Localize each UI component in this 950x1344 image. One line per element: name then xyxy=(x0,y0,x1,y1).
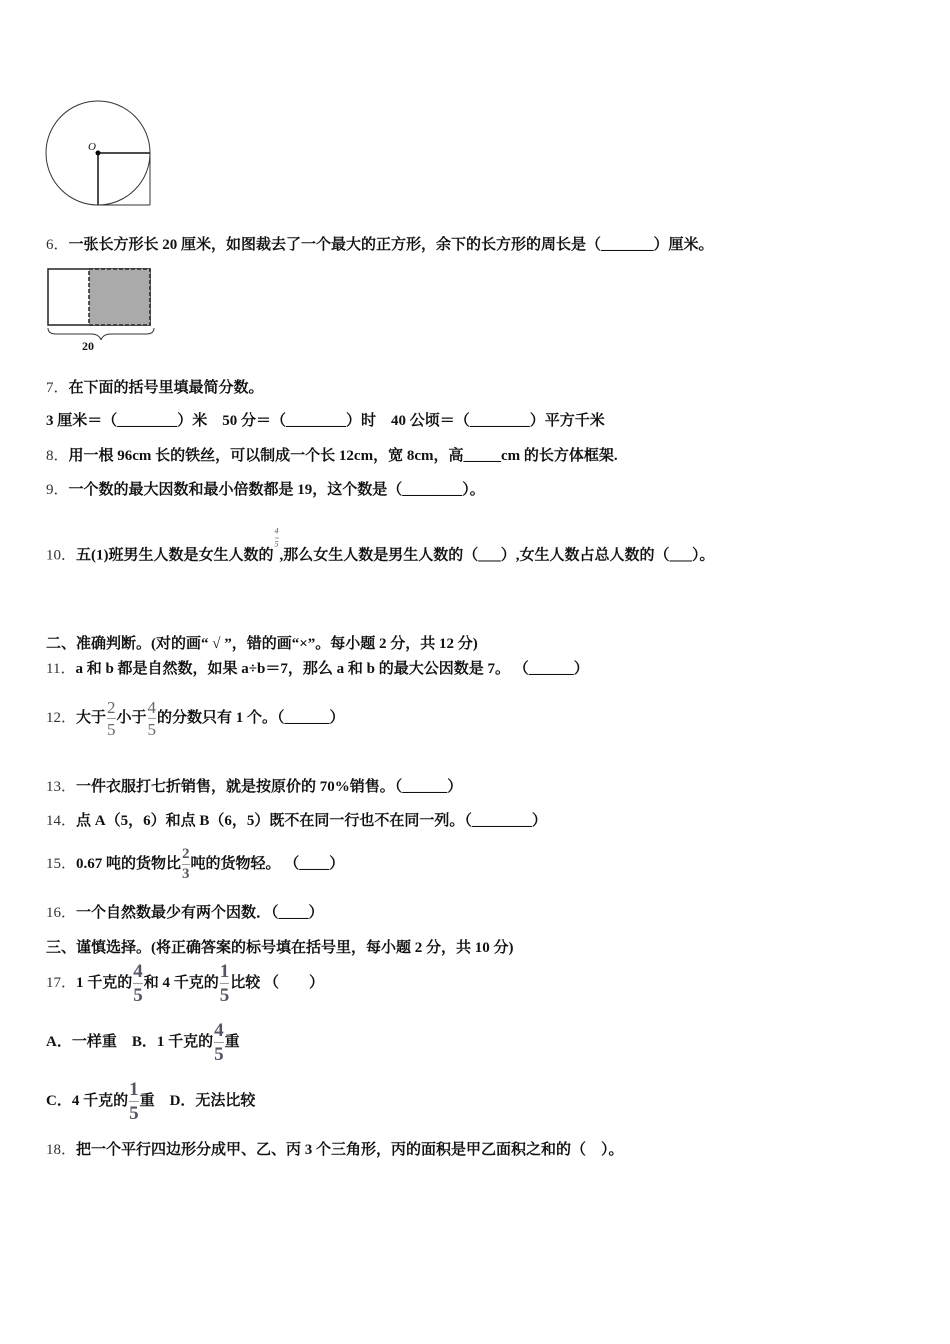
denominator: 5 xyxy=(107,720,116,740)
fraction xyxy=(107,699,116,738)
fraction xyxy=(148,699,157,738)
question-number: 15． xyxy=(46,856,77,872)
denominator: 5 xyxy=(147,720,157,740)
numerator: 1 xyxy=(129,1079,139,1101)
question-number: 14． xyxy=(46,813,77,829)
fraction xyxy=(275,528,279,549)
fraction-bar xyxy=(275,538,279,539)
question-number: 13． xyxy=(46,779,77,795)
rectangle-figure xyxy=(44,265,156,340)
question-9 xyxy=(46,480,485,500)
section-3-heading: 三、谨慎选择。(将正确答案的标号填在括号里，每小题 2 分，共 10 分) xyxy=(46,940,514,956)
question-14 xyxy=(46,811,547,831)
fraction-bar xyxy=(148,718,157,719)
denominator: 5 xyxy=(274,539,279,549)
fraction-bar xyxy=(220,983,230,984)
question-text: 点 A（5，6）和点 B（6，5）既不在同一行也不在同一列。（________） xyxy=(76,813,547,829)
option-text: A．一样重 B．1 千克的 xyxy=(46,1033,214,1050)
question-text: 小于 xyxy=(116,710,147,726)
question-number: 6． xyxy=(46,237,69,253)
question-text: ,那么女生人数是男生人数的（___）,女生人数占总人数的（___）。 xyxy=(279,547,715,564)
question-number: 18． xyxy=(46,1142,77,1158)
option-text: C．4 千克的 xyxy=(46,1092,129,1109)
question-number: 7． xyxy=(46,380,69,396)
question-text: 1 千克的 xyxy=(76,974,133,991)
fraction xyxy=(214,1021,224,1064)
option-text: 重 D．无法比较 xyxy=(139,1092,256,1109)
denominator: 5 xyxy=(129,1103,139,1125)
question-text: 和 4 千克的 xyxy=(143,974,219,991)
question-7 xyxy=(46,378,264,398)
question-text: 用一根 96cm 长的铁丝，可以制成一个长 12cm，宽 8cm，高_____cm 的长方体框架. xyxy=(68,448,618,464)
numerator: 4 xyxy=(147,698,157,718)
question-number: 10． xyxy=(46,547,77,564)
question-text: 在下面的括号里填最简分数。 xyxy=(68,380,264,396)
question-12 xyxy=(46,693,345,743)
options-c-d xyxy=(46,1079,255,1123)
fraction-bar xyxy=(182,864,190,865)
question-number: 11． xyxy=(46,661,76,677)
denominator: 3 xyxy=(182,866,190,883)
question-text: 0.67 吨的货物比 xyxy=(76,856,182,872)
question-11 xyxy=(46,659,589,679)
section-2-heading: 二、准确判断。(对的画“ √ ”，错的画“×”。每小题 2 分，共 12 分) xyxy=(46,636,478,652)
question-number: 8． xyxy=(46,448,69,464)
numerator: 2 xyxy=(182,846,190,863)
numerator: 4 xyxy=(274,526,279,536)
question-text: 大于 xyxy=(76,710,107,726)
question-text: 一张长方形长 20 厘米，如图裁去了一个最大的正方形，余下的长方形的周长是（_______）厘米。 xyxy=(68,237,714,253)
question-text: a 和 b 都是自然数，如果 a÷b＝7，那么 a 和 b 的最大公因数是 7。 （______） xyxy=(75,661,589,677)
fraction xyxy=(133,962,143,1005)
question-10 xyxy=(46,526,715,566)
fraction-bar xyxy=(214,1042,224,1043)
rectangle-length-label: 20 xyxy=(82,339,94,353)
question-15 xyxy=(46,844,344,884)
question-text: 吨的货物轻。 （____） xyxy=(190,856,345,872)
question-7-blanks: 3 厘米＝（________）米 50 分＝（________）时 40 公顷＝（________）平方千米 xyxy=(46,413,605,429)
question-number: 12． xyxy=(46,710,77,726)
question-6 xyxy=(46,235,714,255)
denominator: 5 xyxy=(214,1044,224,1066)
question-text: 比较 （ ） xyxy=(230,974,325,991)
fraction xyxy=(129,1080,139,1123)
question-13 xyxy=(46,777,462,797)
denominator: 5 xyxy=(219,985,230,1007)
denominator: 5 xyxy=(133,985,143,1007)
fraction xyxy=(220,962,230,1005)
question-18 xyxy=(46,1140,624,1160)
question-number: 9． xyxy=(46,482,69,498)
question-text: 五(1)班男生人数是女生人数的 xyxy=(76,547,274,564)
option-text: 重 xyxy=(224,1033,240,1050)
question-text: 把一个平行四边形分成甲、乙、丙 3 个三角形，丙的面积是甲乙面积之和的（ ）。 xyxy=(76,1142,624,1158)
fraction-bar xyxy=(133,983,143,984)
numerator: 4 xyxy=(214,1020,224,1042)
question-text: 一个数的最大因数和最小倍数都是 19，这个数是（________）。 xyxy=(68,482,485,498)
fraction-bar xyxy=(129,1101,139,1102)
numerator: 4 xyxy=(133,961,143,983)
circle-center-label: O xyxy=(88,141,96,153)
options-a-b xyxy=(46,1020,240,1064)
question-text: 一个自然数最少有两个因数．（____） xyxy=(76,905,324,921)
question-number: 17． xyxy=(46,974,77,991)
question-8 xyxy=(46,446,618,466)
question-text: 的分数只有 1 个。（______） xyxy=(157,710,345,726)
numerator: 2 xyxy=(107,698,116,718)
question-text: 一件衣服打七折销售，就是按原价的 70%销售。（______） xyxy=(76,779,463,795)
circle-figure xyxy=(40,95,160,210)
fraction-bar xyxy=(107,718,116,719)
question-17 xyxy=(46,961,324,1005)
question-number: 16． xyxy=(46,905,77,921)
question-16 xyxy=(46,903,324,923)
numerator: 1 xyxy=(219,961,230,983)
fraction xyxy=(182,847,190,882)
